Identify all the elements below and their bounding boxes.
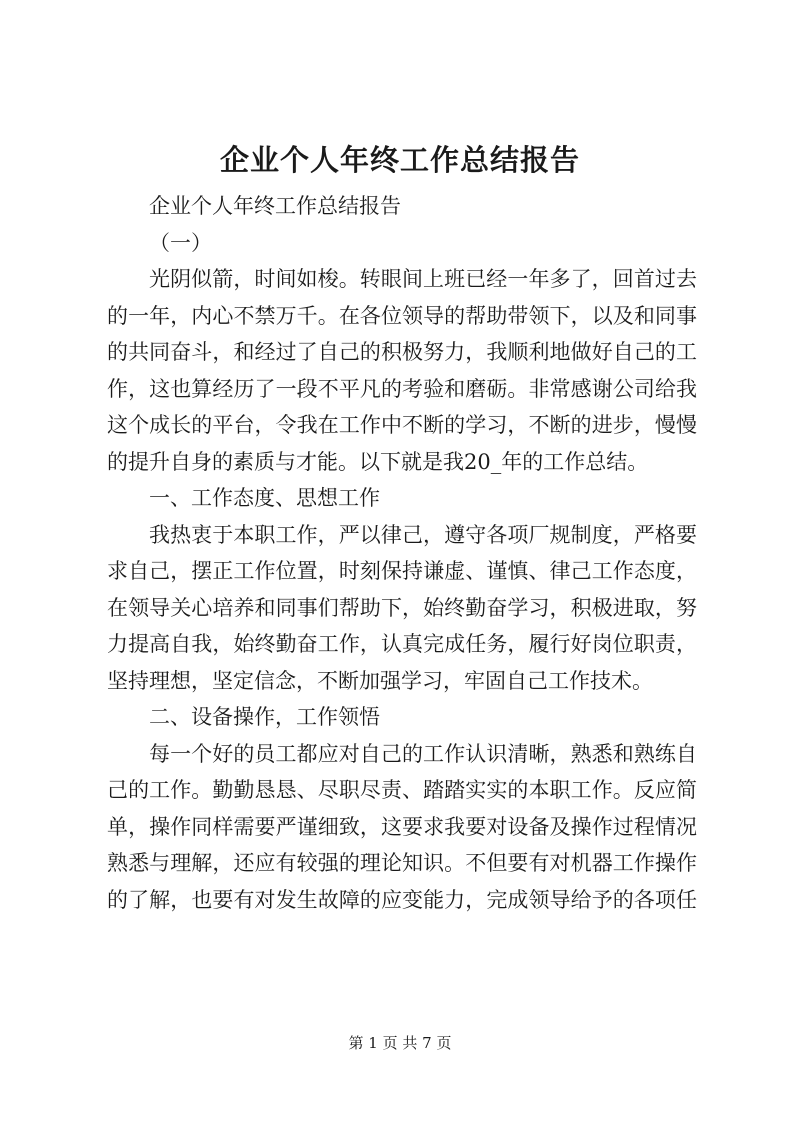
text-line: 力提高自我，始终勤奋工作，认真完成任务，履行好岗位职责， <box>107 632 697 656</box>
text-line: 光阴似箭，时间如梭。转眼间上班已经一年多了，回首过去 <box>149 267 697 291</box>
text-line: 的了解，也要有对发生故障的应变能力，完成领导给予的各项任 <box>107 887 697 912</box>
text-line: 熟悉与理解，还应有较强的理论知识。不但要有对机器工作操作 <box>107 851 697 875</box>
document-title: 企业个人年终工作总结报告 <box>219 143 580 177</box>
text-line: 的一年，内心不禁万千。在各位领导的帮助带领下，以及和同事 <box>107 303 697 328</box>
text-line: 二、设备操作，工作领悟 <box>149 705 380 729</box>
document-body <box>107 188 697 918</box>
text-line: 的共同奋斗，和经过了自己的积极努力，我顺利地做好自己的工 <box>107 340 697 364</box>
text-line: 每一个好的员工都应对自己的工作认识清晰，熟悉和熟练自 <box>149 741 697 766</box>
page-footer: 第 1 页 共 7 页 <box>348 1034 452 1052</box>
text-line: 在领导关心培养和同事们帮助下，始终勤奋学习，积极进取，努 <box>107 595 697 620</box>
text-line: （一） <box>149 230 212 255</box>
text-line: 单，操作同样需要严谨细致，这要求我要对设备及操作过程情况 <box>107 814 697 839</box>
text-line: 我热衷于本职工作，严以律己，遵守各项厂规制度，严格要 <box>149 522 697 547</box>
text-line: 己的工作。勤勤恳恳、尽职尽责、踏踏实实的本职工作。反应简 <box>107 778 697 802</box>
text-line: 企业个人年终工作总结报告 <box>149 194 401 218</box>
text-line: 的提升自身的素质与才能。以下就是我20_年的工作总结。 <box>107 449 649 474</box>
text-line: 作，这也算经历了一段不平凡的考验和磨砺。非常感谢公司给我 <box>107 376 697 401</box>
text-line: 这个成长的平台，令我在工作中不断的学习，不断的进步，慢慢 <box>107 413 697 437</box>
text-line: 一、工作态度、思想工作 <box>149 486 380 510</box>
text-line: 坚持理想，坚定信念，不断加强学习，牢固自己工作技术。 <box>107 668 653 693</box>
text-line: 求自己，摆正工作位置，时刻保持谦虚、谨慎、律己工作态度， <box>107 559 697 583</box>
